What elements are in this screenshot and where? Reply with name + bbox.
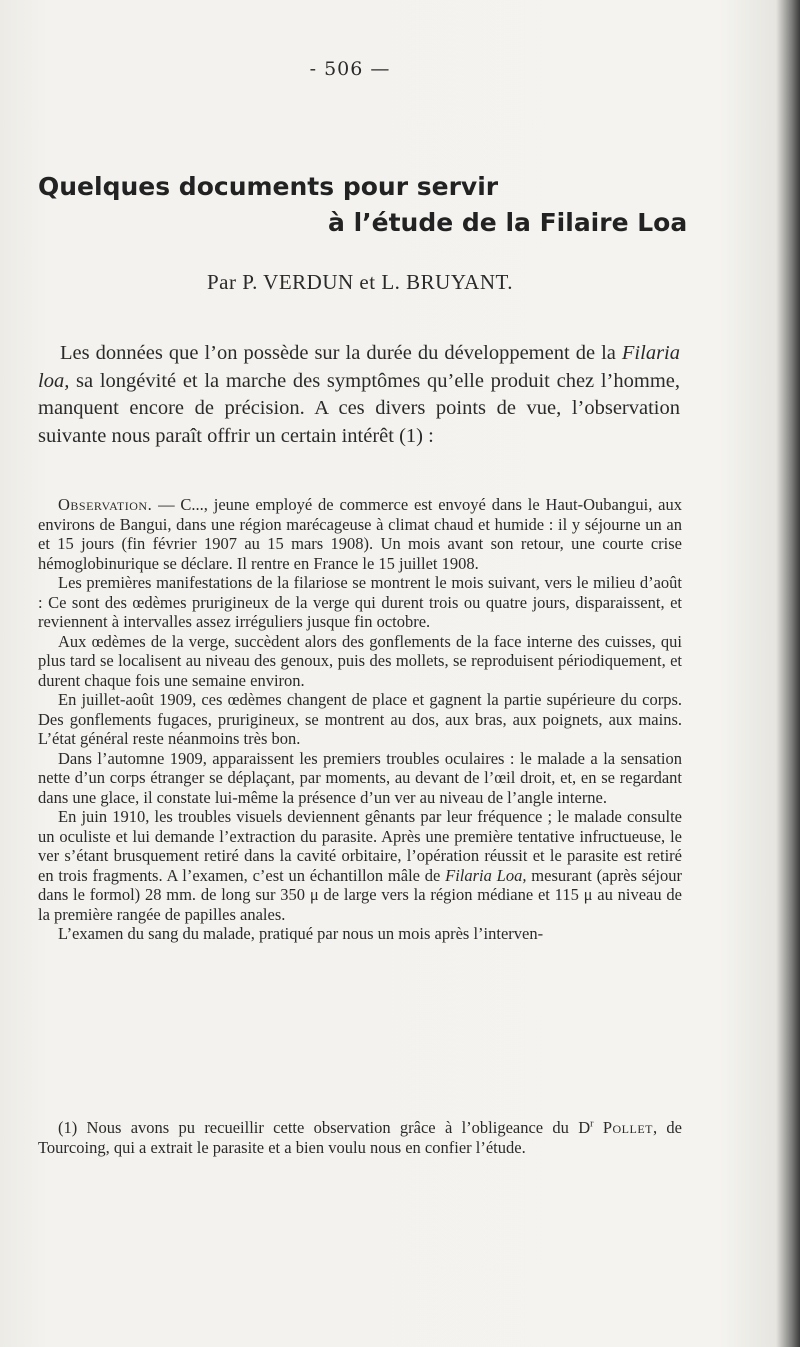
author-byline: Par P. VERDUN et L. BRUYANT. [206, 270, 514, 294]
observation-p6-text-1: En juin 1910, les troubles visuels deviennent gênants par leur fréquence ; le malade consulte un oculiste et lui demande l’extraction du parasite. Après une première tentative infructueuse, le ver s’étant brusquement retiré dans la cavité orbitaire, l’opération réussit et le parasite est retiré en trois fragments. A l’examen, c’est un échantillon mâle de [38, 807, 682, 885]
intro-species-name: Filaria loa, [38, 342, 680, 392]
footnote-superscript: r [590, 1118, 594, 1130]
observation-paragraph-6 [38, 807, 682, 924]
observation-section [38, 495, 682, 944]
observation-p6-text-2: mesurant (après séjour dans le formol) 28 mm. de long sur 350 μ de large vers la région médiane et 115 μ au niveau de la première rangée de papilles anales. [38, 865, 682, 924]
page-number: - 506 — [309, 58, 391, 80]
observation-paragraph-7: L’examen du sang du malade, pratiqué par nous un mois après l’interven- [58, 924, 544, 943]
article-title-line-1: Quelques documents pour servir [38, 172, 499, 201]
observation-paragraph-3: Aux œdèmes de la verge, succèdent alors des gonflements de la face interne des cuisses, qui plus tard se localisent au niveau des genoux, puis des mollets, se reproduisent périodiquement, et durent chaque fois une semaine environ. [38, 631, 682, 690]
article-title-line-2: à l’étude de la Filaire Loa [328, 208, 688, 237]
intro-paragraph [38, 340, 680, 450]
observation-label: Observation. [58, 495, 153, 514]
footnote [38, 1118, 682, 1157]
observation-p1-text: — C..., jeune employé de commerce est envoyé dans le Haut-Oubangui, aux environs de Bangui, dans une région marécageuse à climat chaud et humide : il y séjourne un an et 15 jours (fin février 1907 au 15 mars 1908). Un mois avant son retour, une courte crise hémoglobinurique se déclare. Il rentre en France le 15 juillet 1908. [38, 495, 682, 573]
observation-species-name: Filaria Loa, [445, 865, 527, 885]
observation-paragraph-5: Dans l’automne 1909, apparaissent les premiers troubles oculaires : le malade a la sensation nette d’un corps étranger se déplaçant, par moments, au devant de l’œil droit, et, en se regardant dans une glace, il constate lui-même la présence d’un ver au niveau de l’angle interne. [38, 748, 682, 807]
footnote-text-2: , de Tourcoing, qui a extrait le parasite et a bien voulu nous en confier l’étude. [38, 1118, 683, 1157]
intro-text-2: sa longévité et la marche des symptômes qu’elle produit chez l’homme, manquent encore de précision. A ces divers points de vue, l’observation suivante nous paraît offrir un certain intérêt (1) : [38, 369, 680, 447]
observation-paragraph-2: Les premières manifestations de la filariose se montrent le mois suivant, vers le milieu d’août : Ce sont des œdèmes prurigineux de la verge qui durent trois ou quatre jours, disparaissent, et reviennent à intervalles assez irréguliers jusque fin octobre. [38, 573, 682, 631]
observation-paragraph-4: En juillet-août 1909, ces œdèmes changent de place et gagnent la partie supérieure du corps. Des gonflements fugaces, prurigineux, se montrent au dos, aux bras, aux poignets, aux mains. L’état général reste néanmoins très bon. [38, 690, 682, 748]
observation-paragraph-1 [38, 495, 682, 573]
footnote-name: Pollet [602, 1118, 653, 1137]
intro-text-1: Les données que l’on possède sur la durée du développement de la [60, 342, 622, 364]
footnote-text-1: (1) Nous avons pu recueillir cette observation grâce à l’obligeance du D [58, 1118, 591, 1137]
